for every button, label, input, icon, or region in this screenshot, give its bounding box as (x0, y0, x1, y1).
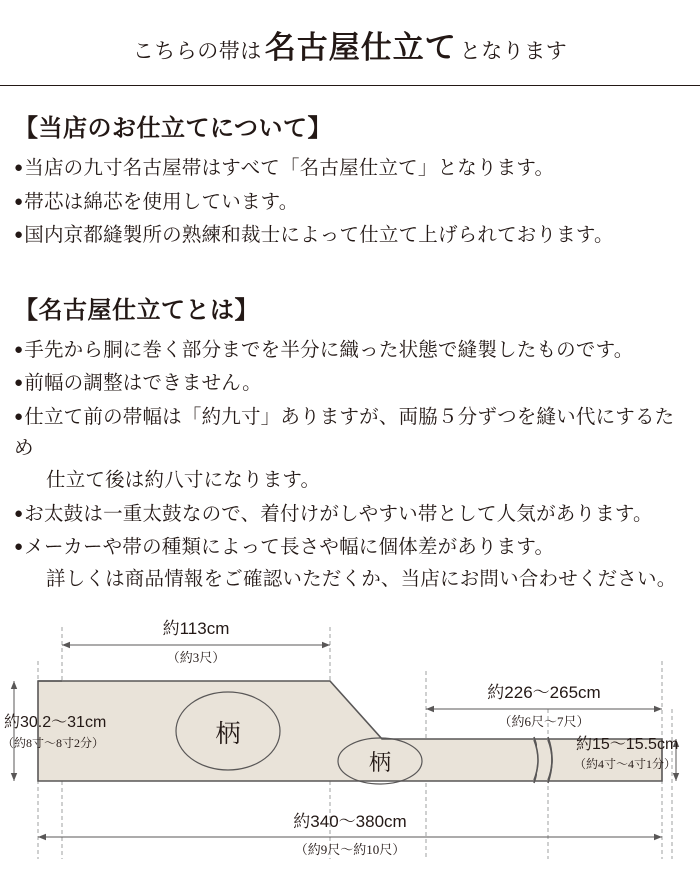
list-item (14, 368, 686, 400)
dimension-left-width-sub: （約8寸〜8寸2分） (2, 736, 105, 751)
bullet-dot-icon: ● (14, 341, 24, 358)
list-item (14, 153, 686, 185)
bullet-dot-icon: ● (14, 193, 24, 210)
list-item-line: 手先から胴に巻く部分までを半分に織った状態で縫製したものです。 (24, 339, 634, 361)
content-area (0, 108, 700, 595)
list-item-line: メーカーや帯の種類によって長さや幅に個体差があります。 (24, 537, 555, 559)
bullet-dot-icon: ● (14, 227, 24, 244)
dimension-left-width-value: 約30.2〜31cm (4, 714, 107, 732)
bullet-dot-icon: ● (14, 408, 24, 425)
section-title-nagoya-style: 【名古屋仕立てとは】 (14, 297, 259, 324)
bullet-dot-icon: ● (14, 505, 24, 522)
page-title (0, 0, 700, 75)
list-item-line: 帯芯は綿芯を使用しています。 (24, 191, 299, 213)
dimension-right-length-sub: （約6尺〜7尺） (498, 714, 590, 730)
header-divider (0, 85, 700, 86)
list-item (14, 335, 686, 367)
list-item-line: 仕立て前の帯幅は「約九寸」ありますが、両脇５分ずつを縫い代にするため (14, 406, 675, 460)
list-item-line: 国内京都縫製所の熟練和裁士によって仕立て上げられております。 (24, 225, 614, 247)
list-item (14, 499, 686, 531)
page-title-emphasis: 名古屋仕立て (264, 30, 457, 65)
dimension-top-length (62, 619, 330, 665)
dimension-top-length-value: 約113cm (162, 619, 230, 639)
list-item (14, 402, 686, 497)
list-item-line: 詳しくは商品情報をご確認いただくか、当店にお問い合わせください。 (46, 568, 677, 590)
dimension-total-length-value: 約340〜380cm (293, 812, 407, 832)
page-title-suffix: となります (459, 39, 568, 63)
list-item (14, 532, 686, 595)
bullet-dot-icon: ● (14, 160, 24, 176)
dimension-top-length-sub: （約3尺） (166, 650, 226, 666)
list-item-line: 当店の九寸名古屋帯はすべて「名古屋仕立て」となります。 (24, 158, 555, 179)
dimension-right-length-value: 約226〜265cm (487, 683, 601, 703)
list-item-line: 仕立て後は約八寸になります。 (46, 470, 321, 492)
dimension-right-length (426, 683, 662, 729)
bullet-list-nagoya-style (14, 335, 686, 596)
list-item (14, 220, 686, 252)
page-title-prefix: こちらの帯は (132, 39, 262, 63)
dimension-total-length-sub: （約9尺〜約10尺） (294, 842, 406, 858)
list-item (14, 187, 686, 219)
dimension-right-width-sub: （約4寸〜4寸1分） (574, 757, 677, 772)
obi-dimension-diagram (0, 609, 700, 879)
pattern-label-small: 柄 (368, 750, 392, 776)
pattern-label-large: 柄 (215, 721, 241, 749)
list-item-line: お太鼓は一重太鼓なので、着付けがしやすい帯として人気があります。 (24, 503, 653, 525)
bullet-list-shop-tailoring (14, 153, 686, 252)
section-title-shop-tailoring: 【当店のお仕立てについて】 (14, 116, 333, 142)
bullet-dot-icon: ● (14, 375, 24, 392)
dimension-right-width-value: 約15〜15.5cm (576, 736, 679, 754)
dimension-total-length (38, 812, 662, 857)
bullet-dot-icon: ● (14, 539, 24, 556)
list-item-line: 前幅の調整はできません。 (24, 373, 262, 395)
